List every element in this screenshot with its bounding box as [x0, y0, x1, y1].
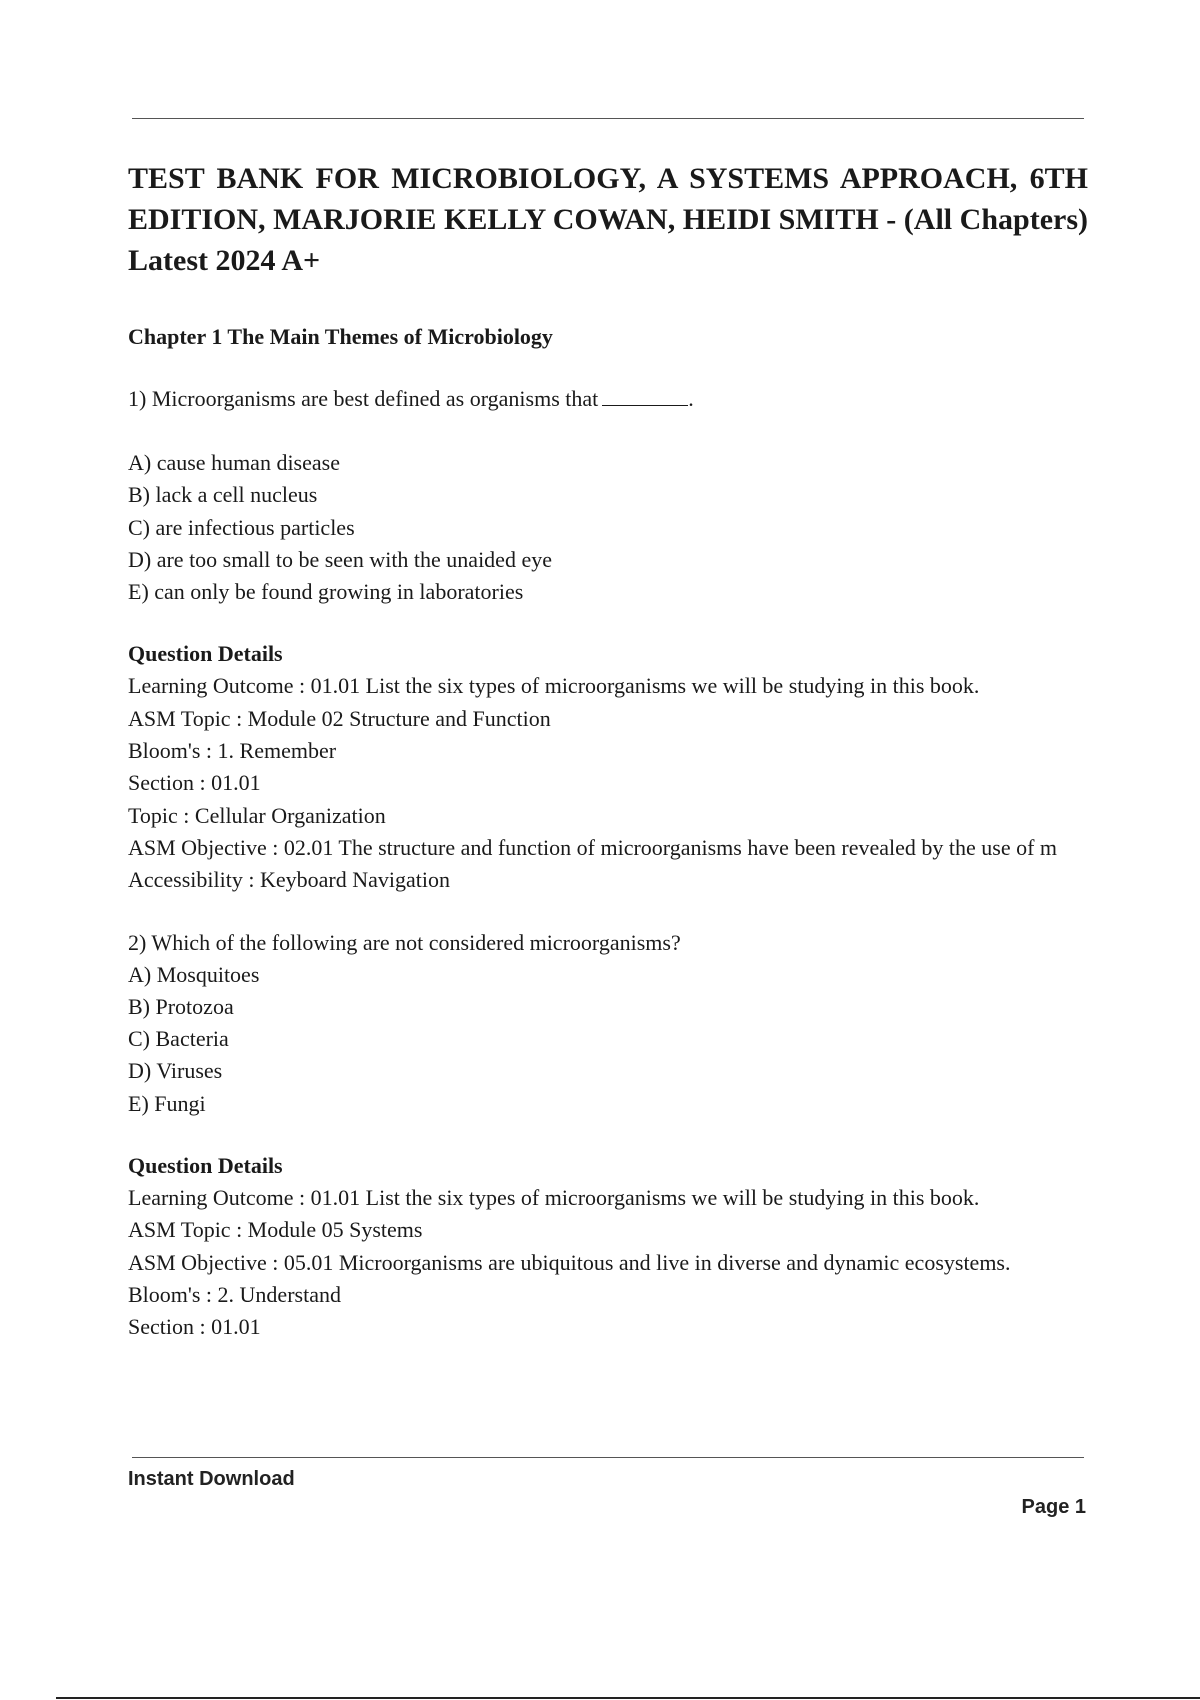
detail-topic: Topic : Cellular Organization — [128, 802, 386, 828]
question-1-text: 1) Microorganisms are best defined as organisms that — [128, 386, 599, 411]
detail-asm-objective: ASM Objective : 05.01 Microorganisms are ubiquitous and live in diverse and dynamic ecosystems. — [128, 1249, 1011, 1275]
instant-download-label: Instant Download — [128, 1468, 295, 1490]
detail-asm-topic: ASM Topic : Module 05 Systems — [128, 1217, 423, 1243]
detail-asm-objective: ASM Objective : 02.01 The structure and function of microorganisms have been revealed by the use of m — [128, 834, 1058, 860]
answer-blank — [602, 387, 688, 406]
page-bottom-edge — [56, 1697, 1200, 1699]
detail-section: Section : 01.01 — [128, 770, 261, 796]
detail-blooms: Bloom's : 1. Remember — [128, 738, 337, 764]
question-2-options — [128, 959, 1088, 1120]
option-e: E) Fungi — [128, 1090, 206, 1116]
option-d: D) Viruses — [128, 1058, 223, 1084]
option-a: A) Mosquitoes — [128, 961, 260, 987]
detail-learning-outcome: Learning Outcome : 01.01 List the six types of microorganisms we will be studying in this book. — [128, 673, 980, 699]
option-c: C) Bacteria — [128, 1026, 229, 1052]
question-1-details-heading: Question Details — [128, 641, 283, 667]
option-e: E) can only be found growing in laboratories — [128, 579, 524, 605]
detail-accessibility: Accessibility : Keyboard Navigation — [128, 867, 450, 893]
detail-asm-topic: ASM Topic : Module 02 Structure and Function — [128, 705, 551, 731]
detail-learning-outcome: Learning Outcome : 01.01 List the six types of microorganisms we will be studying in this book. — [128, 1185, 980, 1211]
option-c: C) are infectious particles — [128, 514, 355, 540]
header-divider — [132, 118, 1084, 119]
question-1-stem-end: . — [688, 386, 694, 411]
option-d: D) are too small to be seen with the unaided eye — [128, 546, 552, 572]
detail-blooms: Bloom's : 2. Understand — [128, 1281, 341, 1307]
question-2-details — [128, 1182, 1088, 1343]
question-2-stem: 2) Which of the following are not considered microorganisms? — [128, 929, 681, 955]
option-b: B) lack a cell nucleus — [128, 482, 318, 508]
option-a: A) cause human disease — [128, 450, 340, 475]
option-b: B) Protozoa — [128, 993, 234, 1019]
detail-section: Section : 01.01 — [128, 1314, 261, 1340]
question-1-options — [128, 447, 1088, 608]
document-title: TEST BANK FOR MICROBIOLOGY, A SYSTEMS APPROACH, 6TH EDITION, MARJORIE KELLY COWAN, HEIDI SMITH - (All Chapters) Latest 2024 A+ — [128, 162, 1088, 277]
page-number: Page 1 — [1021, 1496, 1086, 1518]
question-1-details — [128, 670, 1088, 896]
question-1-stem — [128, 383, 1088, 415]
question-2-details-heading: Question Details — [128, 1153, 283, 1179]
chapter-heading: Chapter 1 The Main Themes of Microbiology — [128, 324, 553, 349]
footer-divider — [132, 1457, 1084, 1458]
document-body — [128, 158, 1088, 1344]
